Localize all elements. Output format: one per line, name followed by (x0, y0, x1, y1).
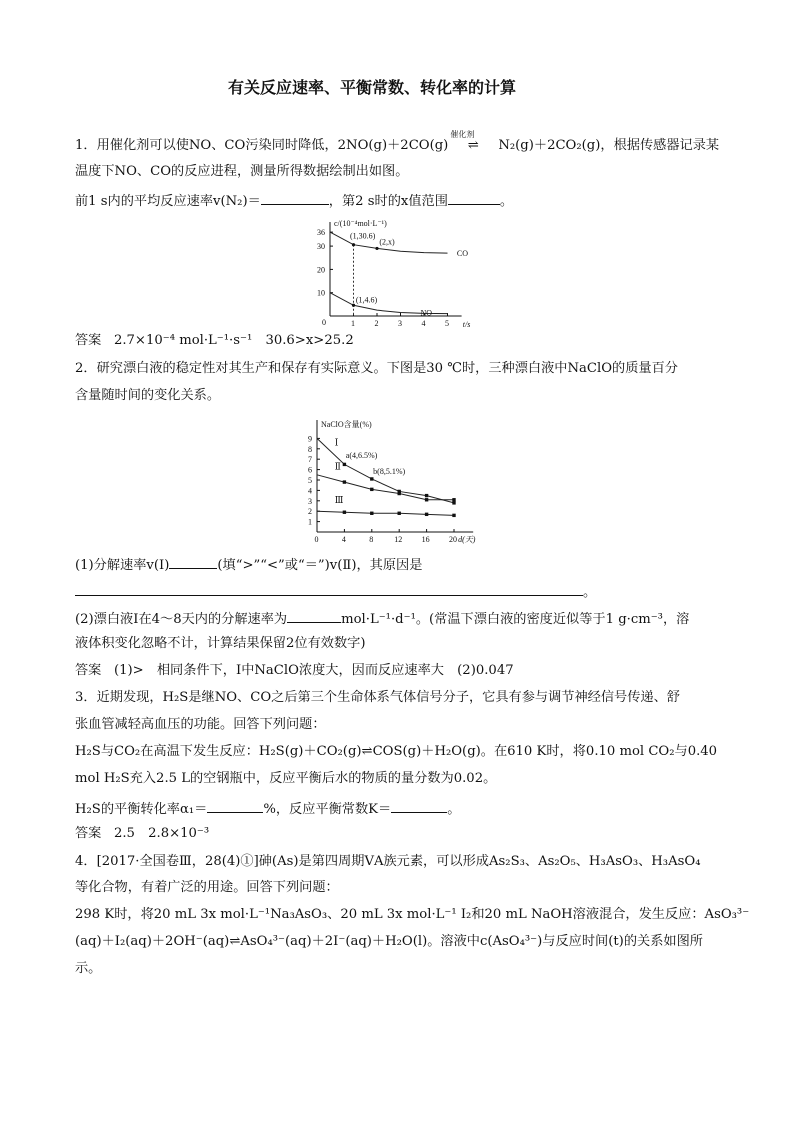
chart2-y-tick-label: 3 (308, 496, 312, 506)
q4-text-line1: 4．[2017·全国卷Ⅲ，28(4)①]砷(As)是第四周期ⅤA族元素，可以形成As₂S₃、As₂O₅、H₃AsO₃、H₃AsO₄ (75, 854, 701, 869)
chart2-y-tick-label: 9 (308, 434, 312, 444)
chart1-x-tick-label: 5 (445, 319, 449, 328)
chart2-y-tick-label: 6 (308, 465, 312, 475)
chart1-series-label-co: CO (456, 249, 469, 259)
chart2-y-tick-label: 2 (308, 507, 312, 517)
chart2-annotation-b: b(8,5.1%) (373, 466, 406, 476)
chart2-series-label-1: Ⅰ (334, 437, 339, 448)
q2-answer-label: 答案 (75, 663, 102, 678)
q3-line5-a: H₂S的平衡转化率α₁＝ (75, 802, 208, 817)
q1-line3-part1: 前1 s内的平均反应速率v(N₂)＝ (75, 194, 261, 209)
q3-text-line1: 3．近期发现，H₂S是继NO、CO之后第三个生命体系气体信号分子，它具有参与调节神经信号传递、舒 (75, 690, 680, 705)
q3-answer-line (75, 827, 209, 840)
chart1-y-label: c/(10⁻⁴mol·L⁻¹) (334, 219, 387, 228)
chart2-series-label-3: Ⅲ (334, 494, 344, 505)
chart1-y-tick-label: 36 (317, 228, 325, 238)
chart1-x-tick-label: 3 (398, 319, 402, 328)
q1-catalyst-label: 催化剂 (450, 130, 475, 139)
q3-text-line5 (75, 800, 460, 816)
q1-text-line2: 温度下NO、CO的反应进程，测量所得数据绘制出如图。 (75, 164, 409, 179)
chart2-x-tick-label: 16 (421, 535, 430, 544)
q1-text-line1 (75, 130, 720, 153)
chart2-point-s3 (343, 511, 346, 514)
q2-text-line1: 2．研究漂白液的稳定性对其生产和保存有实际意义。下图是30 ℃时，三种漂白液中NaClO的质量百分 (75, 361, 678, 376)
chart2-x-tick-label: 8 (369, 535, 374, 544)
q3-answer-label: 答案 (75, 826, 102, 841)
q2-answer-text: (1)> 相同条件下，Ⅰ中NaClO浓度大，因而反应速率大 (2)0.047 (113, 663, 514, 678)
q2-part1-line (75, 556, 422, 572)
q3-blank-k[interactable] (391, 800, 447, 813)
q1-line3-part2: ，第2 s时的x值范围 (328, 194, 448, 209)
q2-part2-b: mol·L⁻¹·d⁻¹。(常温下漂白液的密度近似等于1 g·cm⁻³，溶 (341, 612, 690, 627)
chart2-series-3 (317, 511, 454, 515)
chart2-x-tick-label: 20 (449, 535, 457, 544)
q2-blank-compare[interactable] (169, 556, 217, 569)
q2-text-line2: 含量随时间的变化关系。 (75, 388, 221, 403)
chart1-x-label: t/s (462, 320, 471, 329)
chart1-annotation-co2: (2,x) (379, 237, 395, 247)
q4-text-line2: 等化合物，有着广泛的用途。回答下列问题： (75, 880, 339, 895)
q1-text-line3 (75, 192, 513, 208)
q4-text-line5: 示。 (75, 961, 102, 976)
page-title: 有关反应速率、平衡常数、转化率的计算 (228, 78, 517, 97)
chart2-point-s2 (398, 492, 401, 495)
chart1-point-no-1 (352, 304, 355, 307)
q1-blank-rate[interactable] (261, 192, 329, 205)
chart2-annotation-a: a(4,6.5%) (345, 451, 378, 461)
chart2-point-s1 (425, 494, 428, 497)
chart2-y-tick-label: 8 (308, 444, 312, 454)
chart2-point-s3 (370, 512, 373, 515)
q3-text-line3: H₂S与CO₂在高温下发生反应：H₂S(g)＋CO₂(g)⇌COS(g)＋H₂O(g)。在610 K时，将0.10 mol CO₂与0.40 (75, 744, 718, 759)
q1-blank-x-range[interactable] (448, 192, 500, 205)
chart1-series-label-no: NO (420, 308, 433, 318)
q3-text-line4: mol H₂S充入2.5 L的空钢瓶中，反应平衡后水的物质的量分数为0.02。 (75, 771, 497, 786)
chart2-point-s3 (398, 512, 401, 515)
chart2 (303, 410, 493, 550)
q2-answer-line (75, 664, 514, 677)
chart2-x-tick-label: 4 (341, 535, 346, 544)
chart2-point-s1 (343, 463, 346, 466)
chart2-point-s1 (370, 477, 373, 480)
chart1-annotation-no1: (1,4.6) (355, 295, 378, 305)
chart2-x-tick-label: 0 (314, 535, 319, 544)
q2-part2-line (75, 610, 689, 626)
chart1-y-tick-label: 10 (317, 288, 325, 298)
q3-line5-b: %，反应平衡常数K＝ (263, 802, 392, 817)
chart2-x-label: d(天) (458, 535, 476, 544)
q4-text-line3: 298 K时，将20 mL 3x mol·L⁻¹Na₃AsO₃、20 mL 3x mol·L⁻¹ I₂和20 mL NaOH溶液混合，发生反应：AsO₃³⁻ (75, 907, 750, 922)
chart2-y-tick-label: 4 (308, 486, 312, 496)
chart2-point-s1 (452, 501, 455, 504)
chart1-x-tick-label: 4 (421, 319, 426, 328)
q2-part1-a: (1)分解速率v(Ⅰ) (75, 558, 170, 573)
chart1-x-tick-label: 2 (374, 319, 379, 328)
q1-answer-text: 2.7×10⁻⁴ mol·L⁻¹·s⁻¹ 30.6>x>25.2 (113, 333, 354, 348)
chart2-y-tick-label: 7 (308, 455, 312, 465)
q2-part1-c: 。 (583, 585, 597, 600)
chart1-annotation-co1: (1,30.6) (349, 231, 376, 241)
q1-line1-part1: 1．用催化剂可以使NO、CO污染同时降低，2NO(g)＋2CO(g) (75, 138, 449, 153)
q2-part2-a: (2)漂白液Ⅰ在4～8天内的分解速率为 (75, 612, 288, 627)
q4-text-line4: (aq)＋I₂(aq)＋2OH⁻(aq)⇌AsO₄³⁻(aq)＋2I⁻(aq)＋H₂O(l)。溶液中c(AsO₄³⁻)与反应时间(t)的关系如图所 (75, 934, 703, 949)
q3-answer-text: 2.5 2.8×10⁻³ (113, 826, 210, 841)
q1-line3-part3: 。 (499, 194, 514, 209)
chart1-point-co-2 (375, 247, 378, 250)
chart2-series-label-2: Ⅱ (334, 461, 341, 472)
chart2-x-tick-label: 12 (394, 535, 403, 544)
chart1-origin-label: 0 (322, 318, 326, 327)
q2-blank-reason[interactable] (75, 583, 583, 596)
chart1-x-tick-label: 1 (351, 319, 355, 328)
q1-equilibrium-arrow: 催化剂 ⇌ (450, 130, 479, 153)
q2-part2-line2: 液体积变化忽略不计，计算结果保留2位有效数字) (75, 636, 366, 651)
chart2-point-s3 (452, 514, 455, 517)
q3-blank-conversion[interactable] (207, 800, 263, 813)
q1-answer-line (75, 334, 354, 347)
chart1-y-tick-label: 20 (317, 265, 325, 275)
chart2-point-s2 (343, 480, 346, 483)
chart1-y-tick-label: 30 (317, 242, 325, 252)
chart2-point-s2 (425, 498, 428, 501)
q2-part1-b: (填“>”“<”或“＝”)v(Ⅱ)，其原因是 (217, 558, 423, 573)
q3-text-line2: 张血管减轻高血压的功能。回答下列问题： (75, 717, 326, 732)
q2-blank-rate[interactable] (287, 610, 341, 623)
chart2-y-label: NaClO含量(%) (321, 420, 372, 429)
q3-line5-c: 。 (447, 802, 461, 817)
q2-reason-line (75, 583, 596, 599)
chart2-point-s2 (370, 488, 373, 491)
chart1-point-co-1 (352, 243, 355, 246)
q1-answer-label: 答案 (75, 333, 102, 348)
chart2-point-s2 (452, 498, 455, 501)
chart2-y-tick-label: 5 (308, 476, 312, 485)
q1-line1-part2: N₂(g)＋2CO₂(g)，根据传感器记录某 (498, 138, 720, 153)
chart2-point-s3 (425, 513, 428, 516)
chart2-y-tick-label: 1 (308, 517, 312, 527)
chart1 (305, 214, 495, 329)
